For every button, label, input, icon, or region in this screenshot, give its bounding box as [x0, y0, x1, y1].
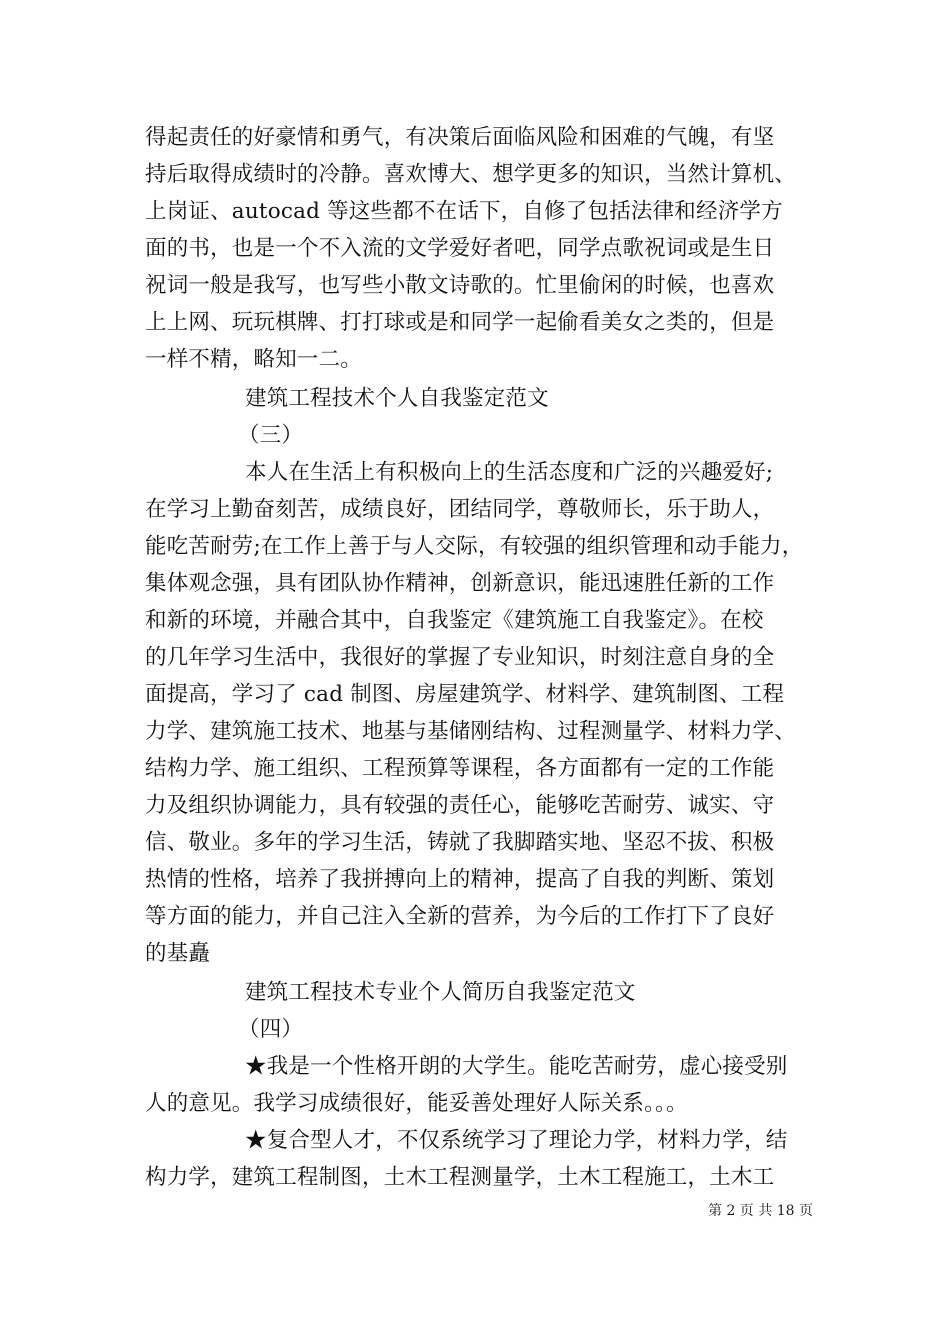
- body-text-line: 在学习上勤奋刻苦，成绩良好，团结同学，尊敬师长，乐于助人，: [145, 497, 775, 522]
- section-title: 建筑工程技术专业个人简历自我鉴定范文: [245, 980, 636, 1005]
- body-text-line: 力学、建筑施工技术、地基与基储刚结构、过程测量学、材料力学、: [145, 719, 797, 744]
- body-text-line: 集体观念强，具有团队协作精神，创新意识，能迅速胜任新的工作: [145, 571, 775, 596]
- page-footer: 第 2 页 共 18 页: [708, 1203, 813, 1219]
- body-text-line: 持后取得成绩时的冷静。喜欢博大、想学更多的知识，当然计算机、: [145, 162, 797, 187]
- body-text-line: 上岗证、autocad 等这些都不在话下，自修了包括法律和经济学方: [145, 199, 783, 224]
- body-text-line: 力及组织协调能力，具有较强的责任心，能够吃苦耐劳、诚实、守: [145, 793, 775, 818]
- body-text-line: 面的书，也是一个不入流的文学爱好者吧，同学点歌祝词或是生日: [145, 236, 775, 261]
- section-title: 建筑工程技术个人自我鉴定范文: [245, 386, 549, 411]
- body-text-line: 的基矗: [145, 941, 211, 966]
- body-text-line: 祝词一般是我写，也写些小散文诗歌的。忙里偷闲的时候，也喜欢: [145, 273, 775, 298]
- paragraph-first-line: ★复合型人才，不仅系统学习了理论力学，材料力学，结: [245, 1128, 788, 1153]
- section-number: （四）: [238, 1017, 304, 1042]
- body-text-line: 结构力学、施工组织、工程预算等课程，各方面都有一定的工作能: [145, 756, 775, 781]
- body-text-line: 人的意见。我学习成绩很好，能妥善处理好人际关系。。。: [145, 1091, 688, 1116]
- body-text-line: 和新的环境，并融合其中，自我鉴定《建筑施工自我鉴定》。在校: [145, 608, 764, 633]
- body-text-line: 一样不精，略知一二。: [145, 347, 363, 372]
- body-text-line: 的几年学习生活中，我很好的掌握了专业知识，时刻注意自身的全: [145, 645, 775, 670]
- body-text-line: 得起责任的好豪情和勇气，有决策后面临风险和困难的气魄，有坚: [145, 125, 775, 150]
- body-text-line: 信、敬业。多年的学习生活，铸就了我脚踏实地、坚忍不拔、积极: [145, 830, 775, 855]
- body-text-line: 构力学，建筑工程制图，土木工程测量学，土木工程施工，土木工: [145, 1165, 775, 1190]
- body-text-line: 面提高，学习了 cad 制图、房屋建筑学、材料学、建筑制图、工程: [145, 682, 785, 707]
- body-text-line: 热情的性格，培养了我拼搏向上的精神，提高了自我的判断、策划: [145, 867, 775, 892]
- paragraph-first-line: 本人在生活上有积极向上的生活态度和广泛的兴趣爱好;: [245, 460, 774, 485]
- body-text-line: 等方面的能力，并自己注入全新的营养，为今后的工作打下了良好: [145, 904, 775, 929]
- section-number: （三）: [238, 423, 304, 448]
- paragraph-first-line: ★我是一个性格开朗的大学生。能吃苦耐劳，虚心接受别: [245, 1054, 788, 1079]
- body-text-line: 上上网、玩玩棋牌、打打球或是和同学一起偷看美女之类的，但是: [145, 310, 775, 335]
- body-text-line: 能吃苦耐劳;在工作上善于与人交际，有较强的组织管理和动手能力，: [145, 534, 804, 559]
